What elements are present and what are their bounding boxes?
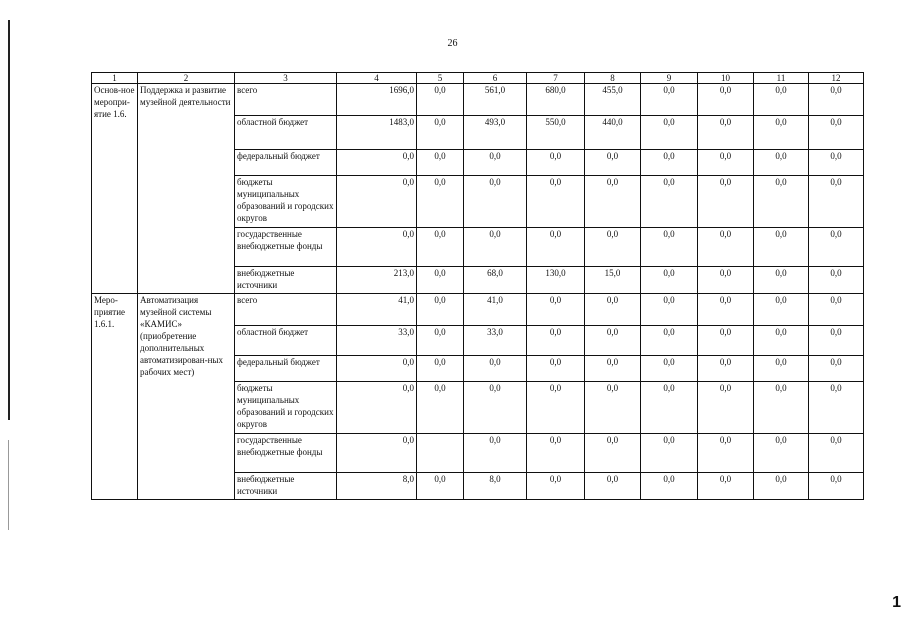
amount-cell: 0,0 bbox=[809, 84, 864, 116]
table-header-row bbox=[92, 73, 864, 84]
funding-source: областной бюджет bbox=[235, 116, 337, 150]
amount-cell: 0,0 bbox=[585, 382, 641, 434]
amount-cell: 0,0 bbox=[809, 267, 864, 294]
amount-cell: 0,0 bbox=[641, 267, 698, 294]
amount-cell: 0,0 bbox=[417, 473, 464, 500]
amount-cell: 0,0 bbox=[585, 326, 641, 356]
amount-cell: 130,0 bbox=[527, 267, 585, 294]
amount-cell: 0,0 bbox=[464, 382, 527, 434]
amount-cell: 440,0 bbox=[585, 116, 641, 150]
column-header: 4 bbox=[337, 73, 417, 84]
amount-cell: 0,0 bbox=[417, 84, 464, 116]
amount-cell: 0,0 bbox=[641, 356, 698, 382]
amount-cell: 8,0 bbox=[464, 473, 527, 500]
activity-name: Автоматизация музейной системы «КАМИС» (приобретение дополнительных автоматизирован-ных рабочих мест) bbox=[138, 294, 235, 500]
amount-cell: 455,0 bbox=[585, 84, 641, 116]
activity-name: Поддержка и развитие музейной деятельности bbox=[138, 84, 235, 294]
amount-cell: 550,0 bbox=[527, 116, 585, 150]
amount-cell: 0,0 bbox=[754, 382, 809, 434]
scan-edge-line bbox=[8, 20, 10, 420]
amount-cell: 8,0 bbox=[337, 473, 417, 500]
amount-cell: 0,0 bbox=[698, 267, 754, 294]
amount-cell: 0,0 bbox=[809, 150, 864, 176]
activity-code: Основ-ное меропри-ятие 1.6. bbox=[92, 84, 138, 294]
amount-cell: 0,0 bbox=[417, 356, 464, 382]
amount-cell: 0,0 bbox=[698, 176, 754, 228]
amount-cell: 0,0 bbox=[809, 176, 864, 228]
amount-cell: 0,0 bbox=[527, 228, 585, 267]
amount-cell: 680,0 bbox=[527, 84, 585, 116]
amount-cell: 0,0 bbox=[809, 382, 864, 434]
column-header: 9 bbox=[641, 73, 698, 84]
amount-cell: 0,0 bbox=[641, 434, 698, 473]
amount-cell: 68,0 bbox=[464, 267, 527, 294]
funding-source: внебюджетные источники bbox=[235, 267, 337, 294]
amount-cell: 0,0 bbox=[698, 84, 754, 116]
amount-cell: 0,0 bbox=[809, 326, 864, 356]
amount-cell: 0,0 bbox=[585, 150, 641, 176]
amount-cell: 0,0 bbox=[641, 150, 698, 176]
funding-source: государственные внебюджетные фонды bbox=[235, 434, 337, 473]
column-header: 8 bbox=[585, 73, 641, 84]
amount-cell: 0,0 bbox=[754, 294, 809, 326]
amount-cell: 0,0 bbox=[698, 150, 754, 176]
amount-cell: 0,0 bbox=[809, 116, 864, 150]
funding-source: областной бюджет bbox=[235, 326, 337, 356]
amount-cell: 0,0 bbox=[464, 150, 527, 176]
amount-cell: 0,0 bbox=[527, 326, 585, 356]
amount-cell: 33,0 bbox=[464, 326, 527, 356]
amount-cell: 0,0 bbox=[754, 84, 809, 116]
amount-cell: 0,0 bbox=[337, 356, 417, 382]
amount-cell: 0,0 bbox=[527, 434, 585, 473]
amount-cell: 0,0 bbox=[809, 473, 864, 500]
amount-cell: 41,0 bbox=[337, 294, 417, 326]
amount-cell: 0,0 bbox=[527, 150, 585, 176]
amount-cell bbox=[417, 434, 464, 473]
amount-cell: 0,0 bbox=[464, 356, 527, 382]
amount-cell: 0,0 bbox=[698, 116, 754, 150]
column-header: 2 bbox=[138, 73, 235, 84]
scan-edge-line-lower bbox=[8, 440, 9, 530]
amount-cell: 0,0 bbox=[417, 176, 464, 228]
column-header: 11 bbox=[754, 73, 809, 84]
amount-cell: 0,0 bbox=[417, 294, 464, 326]
activity-code: Меро-приятие 1.6.1. bbox=[92, 294, 138, 500]
budget-table bbox=[91, 72, 864, 500]
funding-source: всего bbox=[235, 294, 337, 326]
amount-cell: 0,0 bbox=[754, 150, 809, 176]
amount-cell: 0,0 bbox=[527, 294, 585, 326]
amount-cell: 0,0 bbox=[809, 228, 864, 267]
amount-cell: 0,0 bbox=[417, 150, 464, 176]
amount-cell: 0,0 bbox=[698, 294, 754, 326]
funding-source: бюджеты муниципальных образований и городских округов bbox=[235, 382, 337, 434]
corner-mark: 1 bbox=[892, 594, 901, 611]
amount-cell: 0,0 bbox=[417, 382, 464, 434]
column-header: 12 bbox=[809, 73, 864, 84]
column-header: 7 bbox=[527, 73, 585, 84]
amount-cell: 0,0 bbox=[641, 116, 698, 150]
amount-cell: 0,0 bbox=[754, 473, 809, 500]
funding-source: внебюджетные источники bbox=[235, 473, 337, 500]
amount-cell: 0,0 bbox=[698, 326, 754, 356]
amount-cell: 0,0 bbox=[464, 228, 527, 267]
amount-cell: 0,0 bbox=[417, 267, 464, 294]
funding-source: федеральный бюджет bbox=[235, 356, 337, 382]
amount-cell: 0,0 bbox=[337, 150, 417, 176]
amount-cell: 1696,0 bbox=[337, 84, 417, 116]
column-header: 6 bbox=[464, 73, 527, 84]
amount-cell: 0,0 bbox=[527, 176, 585, 228]
amount-cell: 33,0 bbox=[337, 326, 417, 356]
funding-source: всего bbox=[235, 84, 337, 116]
amount-cell: 0,0 bbox=[698, 434, 754, 473]
amount-cell: 15,0 bbox=[585, 267, 641, 294]
amount-cell: 0,0 bbox=[585, 294, 641, 326]
amount-cell: 0,0 bbox=[641, 382, 698, 434]
table-row bbox=[92, 84, 864, 116]
amount-cell: 0,0 bbox=[417, 228, 464, 267]
amount-cell: 493,0 bbox=[464, 116, 527, 150]
amount-cell: 0,0 bbox=[698, 356, 754, 382]
page-number: 26 bbox=[447, 38, 458, 49]
amount-cell: 1483,0 bbox=[337, 116, 417, 150]
amount-cell: 0,0 bbox=[641, 176, 698, 228]
amount-cell: 0,0 bbox=[527, 382, 585, 434]
column-header: 1 bbox=[92, 73, 138, 84]
amount-cell: 0,0 bbox=[641, 473, 698, 500]
amount-cell: 0,0 bbox=[337, 176, 417, 228]
amount-cell: 0,0 bbox=[337, 434, 417, 473]
amount-cell: 0,0 bbox=[754, 116, 809, 150]
amount-cell: 0,0 bbox=[337, 382, 417, 434]
amount-cell: 0,0 bbox=[417, 116, 464, 150]
amount-cell: 561,0 bbox=[464, 84, 527, 116]
amount-cell: 0,0 bbox=[585, 473, 641, 500]
amount-cell: 0,0 bbox=[754, 326, 809, 356]
table-row bbox=[92, 294, 864, 326]
amount-cell: 0,0 bbox=[754, 356, 809, 382]
amount-cell: 0,0 bbox=[754, 228, 809, 267]
funding-source: федеральный бюджет bbox=[235, 150, 337, 176]
amount-cell: 0,0 bbox=[754, 176, 809, 228]
amount-cell: 213,0 bbox=[337, 267, 417, 294]
amount-cell: 0,0 bbox=[585, 434, 641, 473]
amount-cell: 0,0 bbox=[337, 228, 417, 267]
amount-cell: 0,0 bbox=[585, 228, 641, 267]
amount-cell: 0,0 bbox=[527, 473, 585, 500]
amount-cell: 0,0 bbox=[464, 434, 527, 473]
funding-source: бюджеты муниципальных образований и городских округов bbox=[235, 176, 337, 228]
amount-cell: 0,0 bbox=[698, 382, 754, 434]
amount-cell: 0,0 bbox=[754, 267, 809, 294]
column-header: 10 bbox=[698, 73, 754, 84]
amount-cell: 0,0 bbox=[754, 434, 809, 473]
amount-cell: 41,0 bbox=[464, 294, 527, 326]
amount-cell: 0,0 bbox=[809, 356, 864, 382]
amount-cell: 0,0 bbox=[809, 294, 864, 326]
amount-cell: 0,0 bbox=[527, 356, 585, 382]
amount-cell: 0,0 bbox=[641, 294, 698, 326]
funding-source: государственные внебюджетные фонды bbox=[235, 228, 337, 267]
column-header: 3 bbox=[235, 73, 337, 84]
amount-cell: 0,0 bbox=[585, 356, 641, 382]
column-header: 5 bbox=[417, 73, 464, 84]
amount-cell: 0,0 bbox=[809, 434, 864, 473]
amount-cell: 0,0 bbox=[641, 228, 698, 267]
amount-cell: 0,0 bbox=[464, 176, 527, 228]
amount-cell: 0,0 bbox=[641, 84, 698, 116]
amount-cell: 0,0 bbox=[698, 228, 754, 267]
amount-cell: 0,0 bbox=[698, 473, 754, 500]
amount-cell: 0,0 bbox=[417, 326, 464, 356]
amount-cell: 0,0 bbox=[585, 176, 641, 228]
amount-cell: 0,0 bbox=[641, 326, 698, 356]
